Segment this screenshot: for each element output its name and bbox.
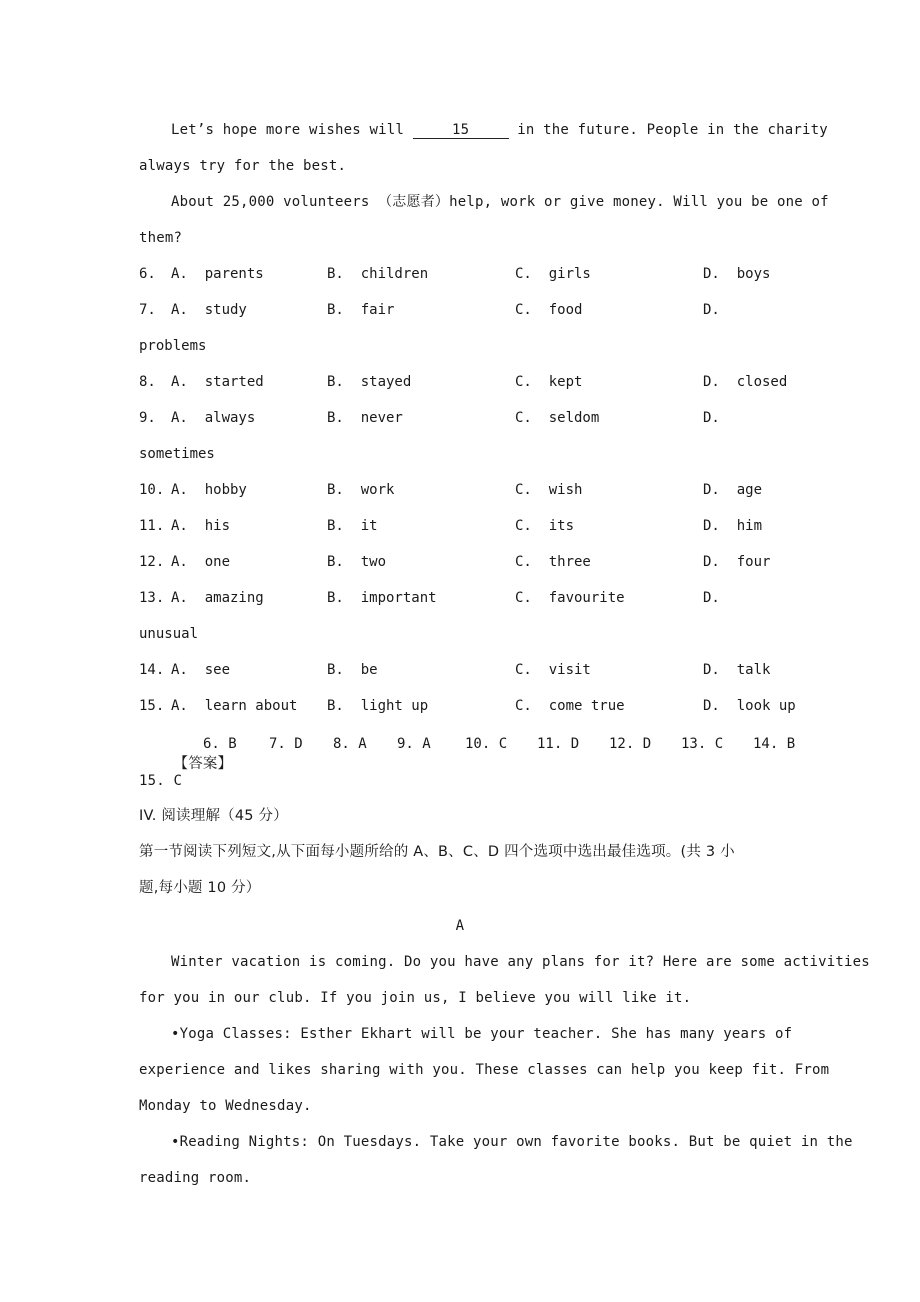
answer-item: 13. C [681, 736, 724, 752]
text-segment: in the future. People in the charity [517, 122, 828, 138]
option-a: A. learn about [171, 698, 298, 714]
option-d: D. look up [703, 698, 796, 714]
option-d: D. [703, 410, 720, 426]
option-b: B. two [327, 554, 387, 570]
option-b: B. work [327, 482, 395, 498]
passage-label: A [455, 918, 465, 934]
option-b: B. light up [327, 698, 429, 714]
passage-line: them? [139, 230, 183, 246]
passage-a-line: Monday to Wednesday. [139, 1098, 312, 1114]
option-b: B. stayed [327, 374, 412, 390]
option-a: A. his [171, 518, 231, 534]
question-number: 9. [139, 410, 156, 426]
answer-item: 12. D [609, 736, 652, 752]
option-a: A. always [171, 410, 256, 426]
question-number: 13. [139, 590, 165, 606]
option-d: D. talk [703, 662, 771, 678]
text-segment: Let’s hope more wishes will [171, 122, 413, 138]
option-c: C. visit [515, 662, 591, 678]
question-number: 7. [139, 302, 156, 318]
question-number: 14. [139, 662, 165, 678]
option-c: C. favourite [515, 590, 625, 606]
option-c: C. come true [515, 698, 625, 714]
option-d: D. [703, 590, 720, 606]
option-d: D. age [703, 482, 763, 498]
option-d-wrapped: problems [139, 338, 207, 354]
option-c: C. its [515, 518, 575, 534]
passage-a-line: •Reading Nights: On Tuesdays. Take your own favorite books. But be quiet in the [171, 1134, 853, 1150]
passage-a-line: •Yoga Classes: Esther Ekhart will be your teacher. She has many years of [171, 1026, 793, 1042]
option-b: B. it [327, 518, 378, 534]
option-d: D. closed [703, 374, 788, 390]
passage-a-line: reading room. [139, 1170, 252, 1186]
question-number: 11. [139, 518, 165, 534]
option-a: A. amazing [171, 590, 264, 606]
option-c: C. kept [515, 374, 583, 390]
option-a: A. parents [171, 266, 264, 282]
question-number: 15. [139, 698, 165, 714]
option-b: B. children [327, 266, 429, 282]
option-b: B. be [327, 662, 378, 678]
option-b: B. never [327, 410, 403, 426]
answer-item: 8. A [333, 736, 367, 752]
option-d-wrapped: unusual [139, 626, 199, 642]
section-instructions: 第一节阅读下列短文,从下面每小题所给的 A、B、C、D 四个选项中选出最佳选项。(共 3 小 [139, 844, 735, 860]
option-b: B. important [327, 590, 437, 606]
passage-a-line: experience and likes sharing with you. These classes can help you keep fit. From [139, 1062, 830, 1078]
option-d: D. [703, 302, 720, 318]
option-c: C. seldom [515, 410, 600, 426]
option-c: C. wish [515, 482, 583, 498]
option-c: C. girls [515, 266, 591, 282]
answer-item: 7. D [269, 736, 303, 752]
question-number: 8. [139, 374, 156, 390]
option-d: D. four [703, 554, 771, 570]
passage-line [171, 120, 828, 140]
passage-a-line: Winter vacation is coming. Do you have any plans for it? Here are some activities [171, 954, 870, 970]
question-number: 6. [139, 266, 156, 282]
option-a: A. hobby [171, 482, 247, 498]
option-c: C. food [515, 302, 583, 318]
answer-item: 11. D [537, 736, 580, 752]
section-heading: IV. 阅读理解（45 分） [139, 808, 288, 824]
passage-line: About 25,000 volunteers （志愿者）help, work or give money. Will you be one of [171, 194, 829, 210]
question-number: 10. [139, 482, 165, 498]
passage-line: always try for the best. [139, 158, 347, 174]
option-c: C. three [515, 554, 591, 570]
option-a: A. started [171, 374, 264, 390]
option-a: A. see [171, 662, 231, 678]
answer-label: 【答案】 [173, 756, 233, 772]
question-number: 12. [139, 554, 165, 570]
passage-a-line: for you in our club. If you join us, I believe you will like it. [139, 990, 692, 1006]
answer-item: 6. B [203, 736, 237, 752]
option-b: B. fair [327, 302, 395, 318]
answer-blank: 15 [413, 122, 509, 139]
option-d: D. him [703, 518, 763, 534]
answer-item: 9. A [397, 736, 431, 752]
answer-item: 14. B [753, 736, 796, 752]
answer-item: 10. C [465, 736, 508, 752]
answer-last: 15. C [139, 773, 183, 789]
option-a: A. one [171, 554, 231, 570]
section-instructions-cont: 题,每小题 10 分） [139, 880, 261, 896]
option-a: A. study [171, 302, 247, 318]
option-d-wrapped: sometimes [139, 446, 215, 462]
option-d: D. boys [703, 266, 771, 282]
